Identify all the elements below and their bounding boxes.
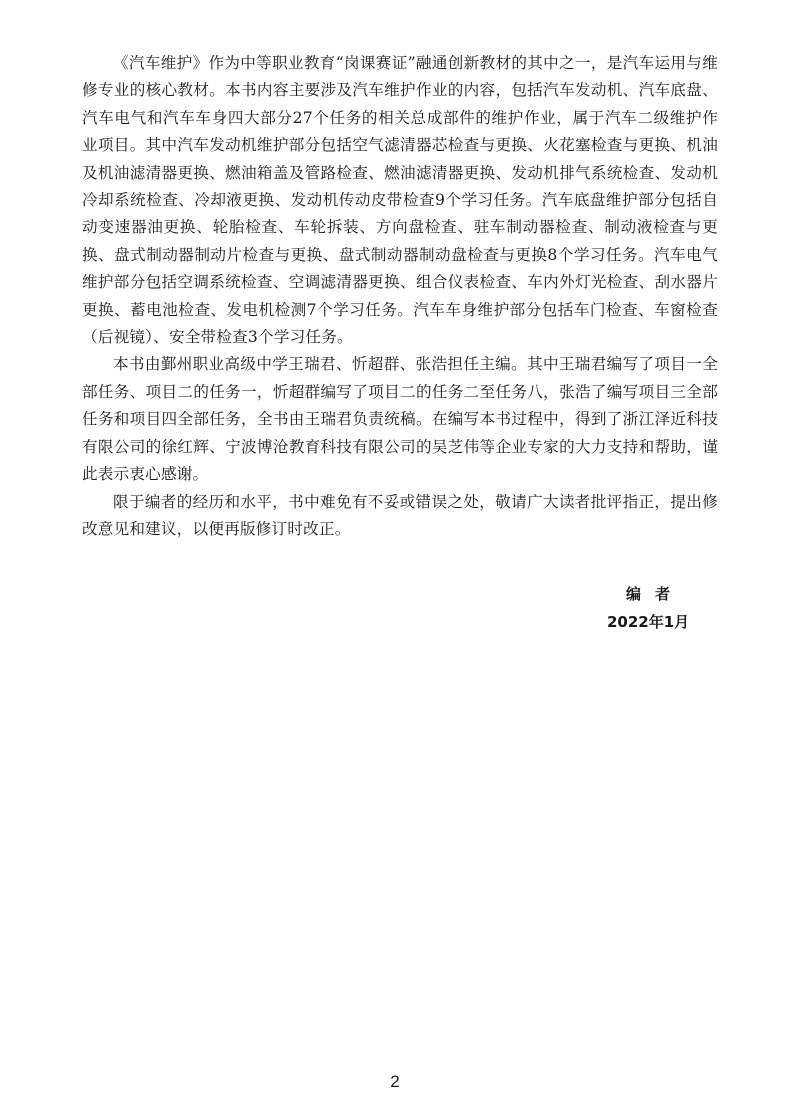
preface-body	[82, 50, 718, 543]
signature-date: 2022年1月	[607, 613, 690, 631]
signature-author: 编者	[626, 585, 685, 603]
preface-paragraph-3: 限于编者的经历和水平，书中难免有不妥或错误之处，敬请广大读者批评指正，提出修改意见和建议，以便再版修订时改正。	[82, 492, 718, 538]
preface-paragraph-2: 本书由鄞州职业高级中学王瑞君、忻超群、张浩担任主编。其中王瑞君编写了项目一全部任务、项目二的任务一，忻超群编写了项目二的任务二至任务八，张浩了编写项目三全部任务和项目四全部任务，全书由王瑞君负责统稿。在编写本书过程中，得到了浙江泽近科技有限公司的徐红辉、宁波博沧教育科技有限公司的吴芝伟等企业专家的大力支持和帮助，谨此表示衷心感谢。	[82, 355, 718, 484]
page-number: 2	[390, 1072, 400, 1091]
preface-paragraph-1: 《汽车维护》作为中等职业教育“岗课赛证”融通创新教材的其中之一，是汽车运用与维修专业的核心教材。本书内容主要涉及汽车维护作业的内容，包括汽车发动机、汽车底盘、汽车电气和汽车车身四大部分27个任务的相关总成部件的维护作业，属于汽车二级维护作业项目。其中汽车发动机维护部分包括空气滤清器芯检查与更换、火花塞检查与更换、机油及机油滤清器更换、燃油箱盖及管路检查、燃油滤清器更换、发动机排气系统检查、发动机冷却系统检查、冷却液更换、发动机传动皮带检查9个学习任务。汽车底盘维护部分包括自动变速器油更换、轮胎检查、车轮拆装、方向盘检查、驻车制动器检查、制动液检查与更换、盘式制动器制动片检查与更换、盘式制动器制动盘检查与更换8个学习任务。汽车电气维护部分包括空调系统检查、空调滤清器更换、组合仪表检查、车内外灯光检查、刮水器片更换、蓄电池检查、发电机检测7个学习任务。汽车车身维护部分包括车门检查、车窗检查（后视镜）、安全带检查3个学习任务。	[82, 54, 718, 347]
